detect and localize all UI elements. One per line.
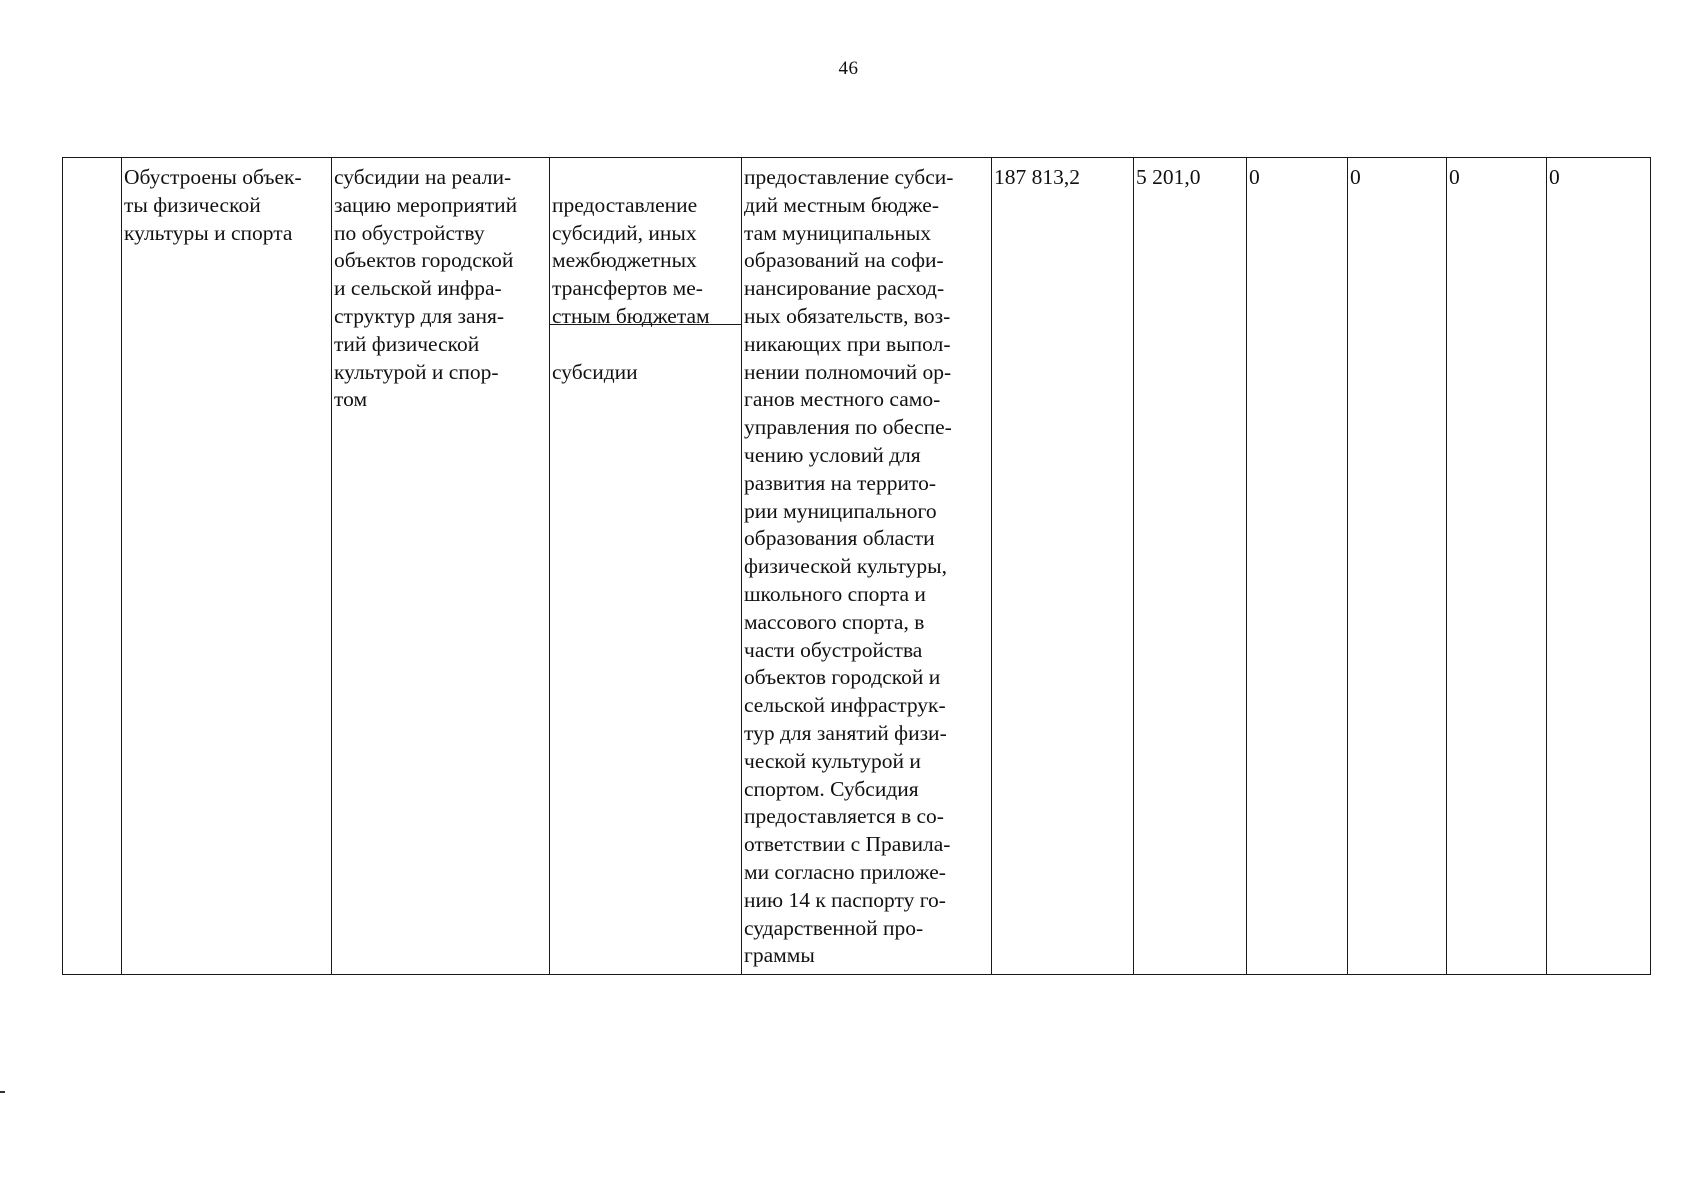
description-cell: предоставление субси- дий местным бюдже- там муниципальных образований на софи- нансирование расход- ных обязательств, воз- никающих при выпол- нении полномочий ор- ганов местного само- управления по обеспе- чению условий для развития на террито- рии муниципального образования области физической культуры, школьного спорта и массового спорта, в части обустройства объектов городской и сельской инфраструк- тур для занятий физи- ческой культурой и спортом. Субсидия предоставляется в со- ответствии с Правила- ми согласно приложе- нию 14 к паспорту го- сударственной про- граммы <box>742 158 992 975</box>
table-row <box>63 158 1651 975</box>
amount-year3-cell: 0 <box>1348 158 1447 975</box>
mechanism-cell <box>550 158 742 975</box>
scan-edge-mark <box>0 1091 5 1093</box>
result-cell: Обустроены объек- ты физической культуры и спорта <box>122 158 332 975</box>
page-number: 46 <box>838 58 859 79</box>
amount-year2-cell: 0 <box>1247 158 1348 975</box>
activity-cell: субсидии на реали- зацию мероприятий по обустройству объектов городской и сельской инфра- структур для заня- тий физической культурой и спор- том <box>332 158 550 975</box>
mechanism-type-cell: предоставление субсидий, иных межбюджетных трансфертов ме- стным бюджетам <box>550 186 741 325</box>
amount-year4-cell: 0 <box>1447 158 1547 975</box>
amount-year1-cell: 5 201,0 <box>1134 158 1247 975</box>
row-number-cell <box>63 158 122 975</box>
amount-total-cell: 187 813,2 <box>992 158 1134 975</box>
program-activities-table <box>62 157 1651 975</box>
mechanism-subtype-cell: субсидии <box>552 359 638 384</box>
amount-year5-cell: 0 <box>1547 158 1651 975</box>
